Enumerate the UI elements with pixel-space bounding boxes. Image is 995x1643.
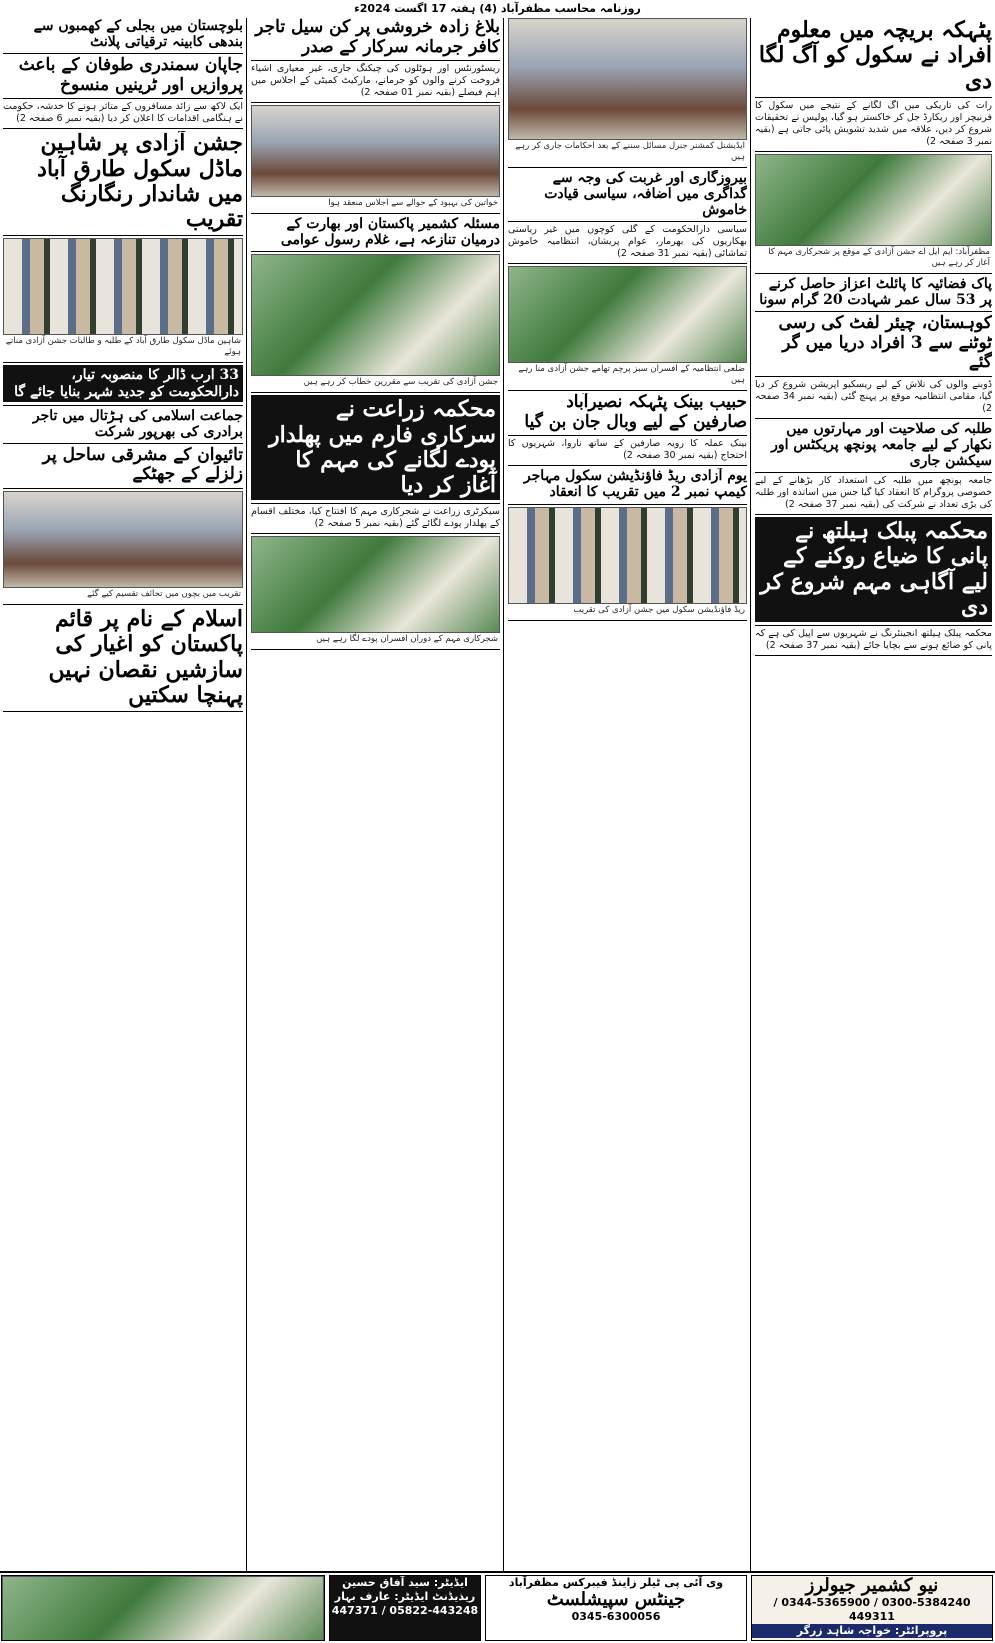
headline — [508, 170, 747, 218]
photo-image — [251, 105, 500, 197]
headline — [3, 408, 243, 440]
headline-text: طلبہ کی صلاحیت اور مہارتوں میں نکھار کے لیے جامعہ پونچھ پریکٹس اور سیکشن جاری — [771, 420, 992, 469]
divider — [508, 465, 747, 466]
news-photo — [251, 536, 500, 646]
divider — [755, 625, 992, 626]
article-text: ریسٹورنٹس اور ہوٹلوں کی چیکنگ جاری، غیر معیاری اشیاء فروخت کرنے والوں کو جرمانے، مارکیٹ کمیٹی کے اجلاس میں اہم فیصلے (بقیہ نمبر 01 صفحہ 2) — [251, 63, 500, 99]
photo-caption: تقریب میں بچوں میں تحائف تقسیم کیے گئے — [87, 588, 241, 599]
headline-text: اسلام کے نام پر قائم پاکستان کو اغیار کی سازشیں نقصان نہیں پہنچا سکتیں — [48, 606, 243, 708]
divider — [251, 102, 500, 103]
news-photo — [3, 491, 243, 601]
photo-caption: جشن آزادی کی تقریب سے مقررین خطاب کر رہے ہیں — [303, 377, 498, 388]
headline — [755, 18, 992, 94]
divider — [755, 418, 992, 419]
headline — [251, 216, 500, 248]
article-body — [251, 506, 500, 530]
ad-proprietor: پروپرائٹر: خواجہ شاہد زرگر — [752, 1624, 992, 1638]
news-photo — [508, 18, 747, 164]
headline-text: محکمہ زراعت نے سرکاری فارم میں پھلدار پودے لگانے کی مہم کا آغاز کر دیا — [251, 395, 500, 500]
article-text: بینک عملہ کا رویہ صارفین کے ساتھ ناروا، شہریوں کا احتجاج (بقیہ نمبر 30 صفحہ 2) — [508, 438, 747, 462]
divider — [755, 514, 992, 515]
ad-phone: 0345-6300056 — [571, 1610, 661, 1623]
headline — [3, 446, 243, 485]
news-photo — [508, 266, 747, 387]
news-photo — [3, 238, 243, 359]
headline-text: 33 ارب ڈالر کا منصوبہ تیار، دارالحکومت کو جدید شہر بنایا جائے گا — [3, 365, 243, 401]
divider — [755, 376, 992, 377]
divider — [3, 711, 243, 712]
headline-text: جشن آزادی پر شاہین ماڈل سکول طارق آباد میں شاندار رنگارنگ تقریب — [37, 131, 243, 233]
ad-title: جینٹس سپیشلسٹ — [546, 1589, 686, 1610]
divider — [3, 604, 243, 605]
divider — [251, 60, 500, 61]
divider — [3, 128, 243, 129]
divider — [508, 221, 747, 222]
divider — [3, 235, 243, 236]
jewellers-ad[interactable] — [751, 1575, 993, 1641]
article-body — [755, 379, 992, 415]
divider — [3, 53, 243, 54]
divider — [3, 488, 243, 489]
headline-text: پٹہکہ بریچہ میں معلوم افراد نے سکول کو آگ لگا دی — [758, 18, 992, 94]
photo-ad — [1, 1575, 325, 1641]
headline-text: محکمہ پبلک ہیلتھ نے پانی کا ضیاع روکنے کے لیے آگاہی مہم شروع کر دی — [755, 517, 992, 622]
headline-text: حبیب بینک پٹہکہ نصیرآباد صارفین کے لیے وبال جان بن گیا — [524, 393, 747, 432]
photo-caption: ایڈیشنل کمشنر جنرل مسائل سننے کے بعد احکامات جاری کر رہے ہیں — [515, 141, 745, 162]
headline-text: بلوچستان میں بجلی کے کھمبوں سے بندھی کابینہ ترقیاتی پلانٹ — [33, 18, 243, 51]
ad-title: نیو کشمیر جیولرز — [805, 1575, 939, 1596]
divider — [508, 504, 747, 505]
headline — [508, 393, 747, 432]
divider — [755, 273, 992, 274]
divider — [508, 435, 747, 436]
photo-caption: ریڈ فاؤنڈیشن سکول میں جشن آزادی کی تقریب — [573, 604, 745, 615]
ad-editor: ایڈیٹر: سید آفاق حسین — [342, 1576, 468, 1589]
headline — [755, 314, 992, 373]
photo-caption: خواتین کی بہبود کے حوالے سے اجلاس منعقد ہوا — [328, 198, 498, 209]
editor-ad — [329, 1575, 481, 1641]
divider — [251, 649, 500, 650]
article-body — [755, 628, 992, 652]
divider — [251, 251, 500, 252]
headline — [755, 517, 992, 622]
headline-text: جماعت اسلامی کی ہڑتال میں تاجر برادری کی بھرپور شرکت — [32, 407, 243, 440]
headline-text: مسئلہ کشمیر پاکستان اور بھارت کے درمیان تنازعہ ہے، غلام رسول عوامی — [280, 216, 500, 249]
divider — [251, 533, 500, 534]
headline-text: بیروزگاری اور غربت کی وجہ سے گداگری میں اضافہ، سیاسی قیادت خاموش — [544, 170, 747, 219]
tailors-ad[interactable] — [485, 1575, 747, 1641]
photo-image — [3, 491, 243, 588]
headline-text: کوہستان، چیئر لفٹ کی رسی ٹوٹنے سے 3 افراد دریا میں گر گئے — [778, 314, 992, 373]
headline — [3, 18, 243, 50]
column-mid-right — [505, 18, 750, 1573]
divider — [508, 167, 747, 168]
headline-text: یوم آزادی ریڈ فاؤنڈیشن سکول مہاجر کیمپ نمبر 2 میں تقریب کا انعقاد — [523, 468, 747, 501]
headline-text: جاپان سمندری طوفان کے باعث پروازیں اور ٹرینیں منسوخ — [18, 56, 243, 95]
column-rule — [750, 18, 751, 1573]
article-text: ڈوبنے والوں کی تلاش کے لیے ریسکیو آپریشن شروع کر دیا گیا، مقامی انتظامیہ موقع پر پہنچ گئی (بقیہ نمبر 34 صفحہ 2) — [755, 378, 992, 414]
divider — [3, 405, 243, 406]
masthead: روزنامہ محاسب مظفرآباد (4) ہفتہ 17 اگست 2024ء — [354, 2, 641, 15]
article-text: سیاسی دارالحکومت کے گلی کوچوں میں غیر ریاستی بھکاریوں کی بھرمار، عوام پریشان، انتظامیہ خاموش تماشائی (بقیہ نمبر 31 صفحہ 2) — [508, 224, 747, 260]
headline — [755, 276, 992, 308]
article-text: سیکرٹری زراعت نے شجرکاری مہم کا افتتاح کیا، مختلف اقسام کے پھلدار پودے لگائے گئے (بقیہ نمبر 5 صفحہ 2) — [251, 506, 500, 530]
article-body — [3, 101, 243, 125]
article-text: جامعہ پونچھ میں طلبہ کی استعداد کار بڑھانے کے لیے خصوصی پروگرام کا انعقاد کیا گیا جس میں اساتذہ اور طلبہ کی بڑی تعداد نے شرکت کی (بقیہ نمبر 37 صفحہ 2) — [755, 475, 992, 510]
article-body — [508, 438, 747, 462]
photo-image — [755, 154, 992, 246]
divider — [3, 98, 243, 99]
column-left — [0, 18, 246, 1573]
news-photo — [251, 254, 500, 389]
headline — [3, 56, 243, 95]
headline — [251, 18, 500, 57]
divider — [755, 97, 992, 98]
photo-caption: شجرکاری مہم کے دوران افسران پودے لگا رہے ہیں — [316, 634, 498, 645]
ad-phone: 05822-443248 / 447371 — [331, 1604, 479, 1617]
headline — [755, 421, 992, 469]
headline-text: بلاغ زادہ خروشی پر کن سیل تاجر کافر جرمانہ سرکار کے صدر — [255, 18, 500, 57]
ad-phone: 0300-5384240 / 0344-5365900 / 449311 — [773, 1596, 971, 1623]
divider — [755, 655, 992, 656]
photo-image — [508, 18, 747, 140]
article-body — [508, 224, 747, 260]
photo-caption: ضلعی انتظامیہ کے افسران سبز پرچم تھامے جشن آزادی منا رہے ہیں — [518, 364, 745, 386]
ad-subtitle: وی آئی پی ٹیلر زاینڈ فیبرکس مظفرآباد — [508, 1576, 724, 1589]
headline — [508, 468, 747, 500]
advertisement-strip — [0, 1571, 995, 1643]
photo-caption: شاہین ماڈل سکول طارق آباد کے طلبہ و طالبات جشن آزادی مناتے ہوئے — [5, 336, 241, 358]
ad-resident-editor: ریذیڈنٹ ایڈیٹر: عارف بہار — [334, 1590, 476, 1603]
news-photo — [508, 507, 747, 617]
divider — [508, 263, 747, 264]
headline — [3, 365, 243, 401]
divider — [251, 392, 500, 393]
photo-caption: مظفرآباد: ایم ایل اے جشن آزادی کے موقع پر شجرکاری مہم کا آغاز کر رہے ہیں — [768, 246, 990, 268]
headline-text: تائیوان کے مشرقی ساحل پر زلزلے کے جھٹکے — [42, 445, 243, 485]
divider — [251, 213, 500, 214]
photo-image — [508, 507, 747, 604]
article-text: محکمہ پبلک ہیلتھ انجینئرنگ نے شہریوں سے اپیل کی ہے کہ پانی کو ضائع ہونے سے بچایا جائے (بقیہ نمبر 37 صفحہ 2) — [755, 628, 992, 652]
divider — [755, 472, 992, 473]
divider — [508, 620, 747, 621]
divider — [508, 390, 747, 391]
headline-text: پاک فضائیہ کا پائلٹ اعزاز حاصل کرنے پر 53 سال عمر شہادت 20 گرام سونا — [759, 275, 992, 308]
headline — [3, 131, 243, 232]
article-body — [755, 100, 992, 148]
article-body — [755, 475, 992, 511]
divider — [251, 503, 500, 504]
photo-image — [251, 254, 500, 376]
divider — [3, 443, 243, 444]
photo-image — [251, 536, 500, 633]
photo-image — [3, 238, 243, 335]
photo-image — [508, 266, 747, 363]
news-photo — [755, 154, 992, 270]
headline — [251, 395, 500, 500]
column-mid-left — [248, 18, 503, 1573]
article-text: رات کی تاریکی میں آگ لگانے کے نتیجے میں سکول کا فرنیچر اور ریکارڈ جل کر خاکستر ہو گیا، پولیس نے تحقیقات شروع کر دیں، علاقہ میں شدید تشویش پائی جاتی ہے (بقیہ نمبر 3 صفحہ 2) — [755, 99, 992, 147]
article-text: ایک لاکھ سے زائد مسافروں کے متاثر ہونے کا خدشہ، حکومت نے ہنگامی اقدامات کا اعلان کر دیا (بقیہ نمبر 6 صفحہ 2) — [3, 101, 243, 125]
divider — [755, 151, 992, 152]
article-body — [251, 63, 500, 99]
divider — [3, 362, 243, 363]
divider — [755, 311, 992, 312]
column-right — [752, 18, 995, 1573]
column-rule — [503, 18, 504, 1573]
headline — [3, 607, 243, 708]
news-photo — [251, 105, 500, 210]
column-rule — [246, 18, 247, 1573]
